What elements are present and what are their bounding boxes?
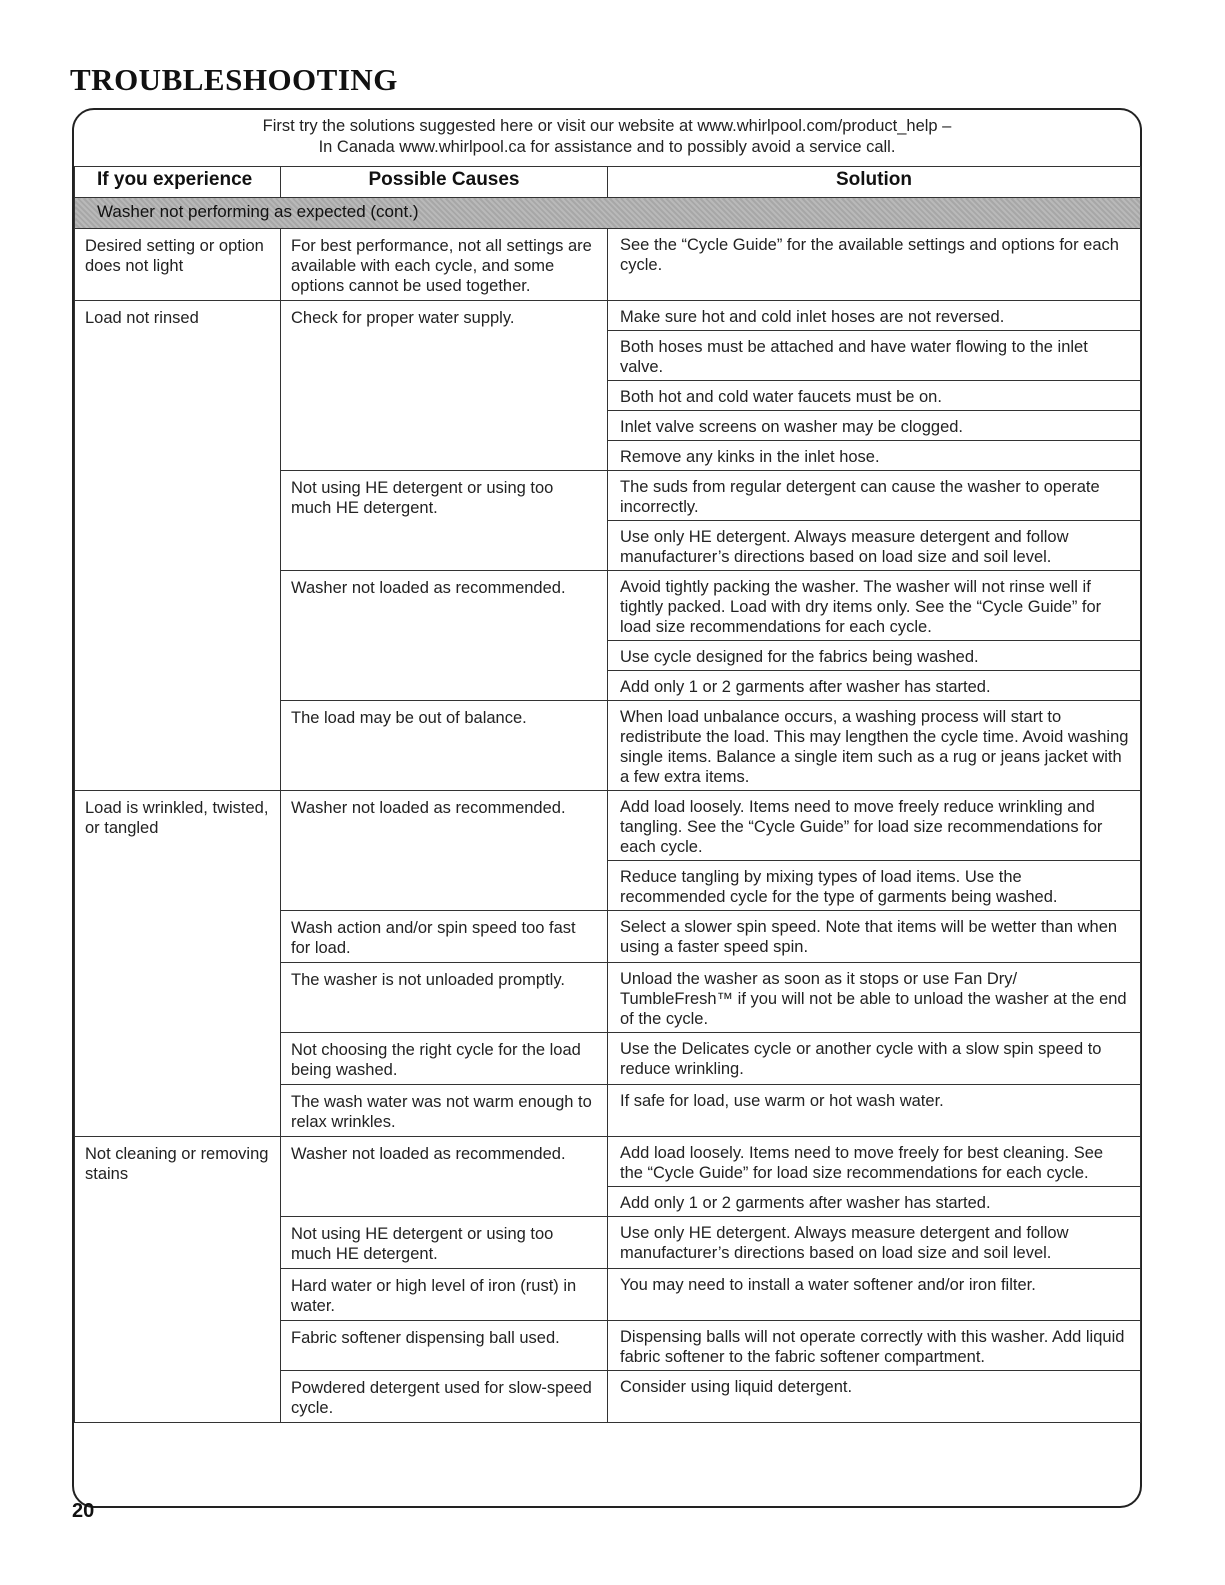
solution-cell: Both hot and cold water faucets must be on. [608,381,1141,411]
solution-cell: See the “Cycle Guide” for the available settings and options for each cycle. [608,229,1141,301]
cause-cell: Check for proper water supply. [281,301,608,471]
solution-cell: Remove any kinks in the inlet hose. [608,441,1141,471]
experience-cell: Desired setting or option does not light [75,229,281,301]
cause-cell: Not using HE detergent or using too much HE detergent. [281,1217,608,1269]
solution-cell: Use only HE detergent. Always measure detergent and follow manufacturer’s directions based on load size and soil level. [608,521,1141,571]
section-row [75,198,1141,229]
solution-cell: Use the Delicates cycle or another cycle with a slow spin speed to reduce wrinkling. [608,1033,1141,1085]
cause-cell: Not choosing the right cycle for the load being washed. [281,1033,608,1085]
table-row [75,1137,1141,1187]
table-row [75,301,1141,331]
solution-cell: The suds from regular detergent can cause the washer to operate incorrectly. [608,471,1141,521]
table-header-row [75,167,1141,198]
solution-cell: You may need to install a water softener and/or iron filter. [608,1269,1141,1321]
solution-cell: Use cycle designed for the fabrics being washed. [608,641,1141,671]
intro-text [72,116,1142,158]
cause-cell: Not using HE detergent or using too much HE detergent. [281,471,608,571]
solution-cell: Add load loosely. Items need to move freely reduce wrinkling and tangling. See the “Cycle Guide” for load size recommendations for each cycle. [608,791,1141,861]
cause-cell: The washer is not unloaded promptly. [281,963,608,1033]
solution-cell: Use only HE detergent. Always measure detergent and follow manufacturer’s directions based on load size and soil level. [608,1217,1141,1269]
solution-cell: Avoid tightly packing the washer. The washer will not rinse well if tightly packed. Load with dry items only. See the “Cycle Guide” for load size recommendations for each cycle. [608,571,1141,641]
solution-cell: Add load loosely. Items need to move freely for best cleaning. See the “Cycle Guide” for load size recommendations for each cycle. [608,1137,1141,1187]
solution-cell: Both hoses must be attached and have water flowing to the inlet valve. [608,331,1141,381]
solution-cell: When load unbalance occurs, a washing process will start to redistribute the load. This may lengthen the cycle time. Avoid washing single items. Balance a single item such as a rug or jeans jacket with a few extra items. [608,701,1141,791]
table-row [75,229,1141,301]
page-title: TROUBLESHOOTING [70,62,398,97]
section-title: Washer not performing as expected (cont.) [75,198,1141,229]
solution-cell: Reduce tangling by mixing types of load items. Use the recommended cycle for the type of garments being washed. [608,861,1141,911]
intro-line-1: First try the solutions suggested here or visit our website at www.whirlpool.com/product_help – [262,117,952,135]
cause-cell: Hard water or high level of iron (rust) in water. [281,1269,608,1321]
solution-cell: If safe for load, use warm or hot wash water. [608,1085,1141,1137]
cause-cell: For best performance, not all settings are available with each cycle, and some options cannot be used together. [281,229,608,301]
cause-cell: The load may be out of balance. [281,701,608,791]
solution-cell: Unload the washer as soon as it stops or use Fan Dry/ TumbleFresh™ if you will not be able to unload the washer at the end of the cycle. [608,963,1141,1033]
cause-cell: Washer not loaded as recommended. [281,1137,608,1217]
solution-cell: Select a slower spin speed. Note that items will be wetter than when using a faster speed spin. [608,911,1141,963]
page-number: 20 [72,1500,95,1522]
cause-cell: The wash water was not warm enough to relax wrinkles. [281,1085,608,1137]
intro-line-2: In Canada www.whirlpool.ca for assistance and to possibly avoid a service call. [318,138,896,156]
solution-cell: Inlet valve screens on washer may be clogged. [608,411,1141,441]
cause-cell: Washer not loaded as recommended. [281,571,608,701]
solution-cell: Add only 1 or 2 garments after washer has started. [608,671,1141,701]
solution-cell: Dispensing balls will not operate correctly with this washer. Add liquid fabric softener to the fabric softener compartment. [608,1321,1141,1371]
solution-cell: Make sure hot and cold inlet hoses are not reversed. [608,301,1141,331]
experience-cell: Load not rinsed [75,301,281,791]
table-row [75,791,1141,861]
cause-cell: Washer not loaded as recommended. [281,791,608,911]
solution-cell: Consider using liquid detergent. [608,1371,1141,1423]
header-causes: Possible Causes [281,167,608,198]
header-experience: If you experience [75,167,281,198]
cause-cell: Fabric softener dispensing ball used. [281,1321,608,1371]
header-solution: Solution [608,167,1141,198]
cause-cell: Powdered detergent used for slow-speed cycle. [281,1371,608,1423]
troubleshooting-table [74,166,1141,1423]
cause-cell: Wash action and/or spin speed too fast for load. [281,911,608,963]
solution-cell: Add only 1 or 2 garments after washer has started. [608,1187,1141,1217]
experience-cell: Load is wrinkled, twisted, or tangled [75,791,281,1137]
experience-cell: Not cleaning or removing stains [75,1137,281,1423]
